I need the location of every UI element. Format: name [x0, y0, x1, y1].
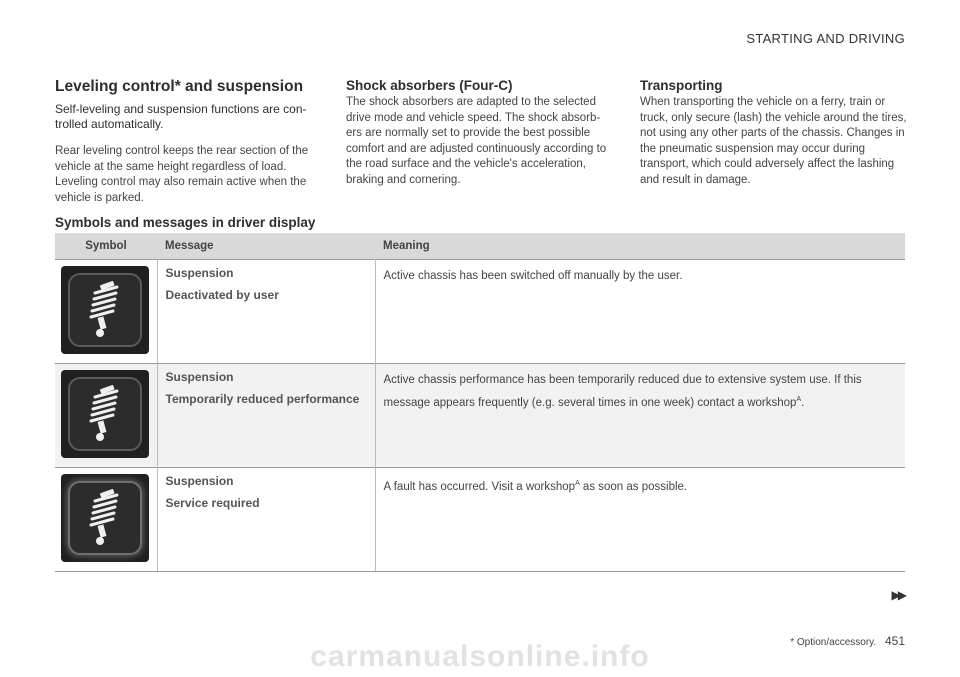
- symbol-cell: [55, 364, 157, 468]
- meaning-tail: as soon as possible.: [579, 480, 688, 493]
- header-message: Message: [157, 233, 375, 260]
- table-title: Symbols and messages in driver display: [55, 215, 316, 230]
- footnote-text: * Option/accessory.: [790, 637, 877, 648]
- symbol-cell: [55, 260, 157, 364]
- message-title: Suspension: [165, 370, 234, 384]
- symbol-cell: [55, 468, 157, 572]
- message-subtitle: Deactivated by user: [165, 288, 279, 302]
- suspension-icon: [61, 474, 149, 562]
- message-title: Suspension: [165, 266, 234, 280]
- leveling-lead: Self-leveling and suspension functions are con-trolled automatically.: [55, 102, 307, 131]
- message-cell: [157, 468, 375, 572]
- shock-absorbers-heading: Shock absorbers (Four-C): [346, 78, 513, 93]
- meaning-text: Active chassis performance has been temporarily reduced due to extensive system use. If this message appears frequently (e.g. several times in one week) contact a workshop: [383, 374, 862, 409]
- meaning-cell: [375, 260, 905, 364]
- table-row: [55, 364, 905, 468]
- message-subtitle: Service required: [165, 496, 260, 510]
- suspension-icon: [61, 370, 149, 458]
- header-symbol: Symbol: [55, 233, 157, 260]
- transporting-heading: Transporting: [640, 78, 723, 93]
- footnote-marker: A: [796, 396, 802, 403]
- meaning-text: A fault has occurred. Visit a workshop: [383, 480, 576, 493]
- leveling-heading: Leveling control* and suspension: [55, 78, 304, 95]
- shock-absorbers-section: [346, 78, 616, 189]
- message-cell: [157, 364, 375, 468]
- symbols-table: [55, 233, 905, 572]
- table-row: [55, 260, 905, 364]
- meaning-text: Active chassis has been switched off manually by the user.: [383, 270, 683, 282]
- meaning-cell: [375, 364, 905, 468]
- footnote-marker: A: [575, 480, 580, 487]
- message-subtitle: Temporarily reduced performance: [165, 392, 360, 406]
- leveling-body: Rear leveling control keeps the rear section of the vehicle at the same height regardless of load. Leveling control may also remain active when the vehicle is parked.: [55, 145, 309, 204]
- table-row: [55, 468, 905, 572]
- section-header: STARTING AND DRIVING: [746, 31, 905, 46]
- transporting-section: [640, 78, 910, 189]
- transporting-body: When transporting the vehicle on a ferry, train or truck, only secure (lash) the vehicle around the tires, not using any other parts of the chassis. Changes in the pneumatic suspension may occur during transport, which could adversely affect the lashing and result in damage.: [640, 96, 907, 186]
- meaning-cell: [375, 468, 905, 572]
- suspension-icon: [61, 266, 149, 354]
- message-title: Suspension: [165, 474, 234, 488]
- message-cell: [157, 260, 375, 364]
- double-chevron-right-icon[interactable]: ▶▶: [891, 588, 904, 602]
- meaning-tail: .: [801, 396, 805, 409]
- table-header-row: [55, 233, 905, 260]
- leveling-section: [55, 78, 325, 206]
- shock-absorbers-body: The shock absorbers are adapted to the selected drive mode and vehicle speed. The shock absorb-ers are normally set to provide the best possible comfort and are adjusted continuously according to the road surface and the vehicle's acceleration, braking and cornering.: [346, 96, 607, 186]
- header-meaning: Meaning: [375, 233, 905, 260]
- watermark: carmanualsonline.info: [310, 640, 650, 673]
- page-number: 451: [884, 634, 905, 648]
